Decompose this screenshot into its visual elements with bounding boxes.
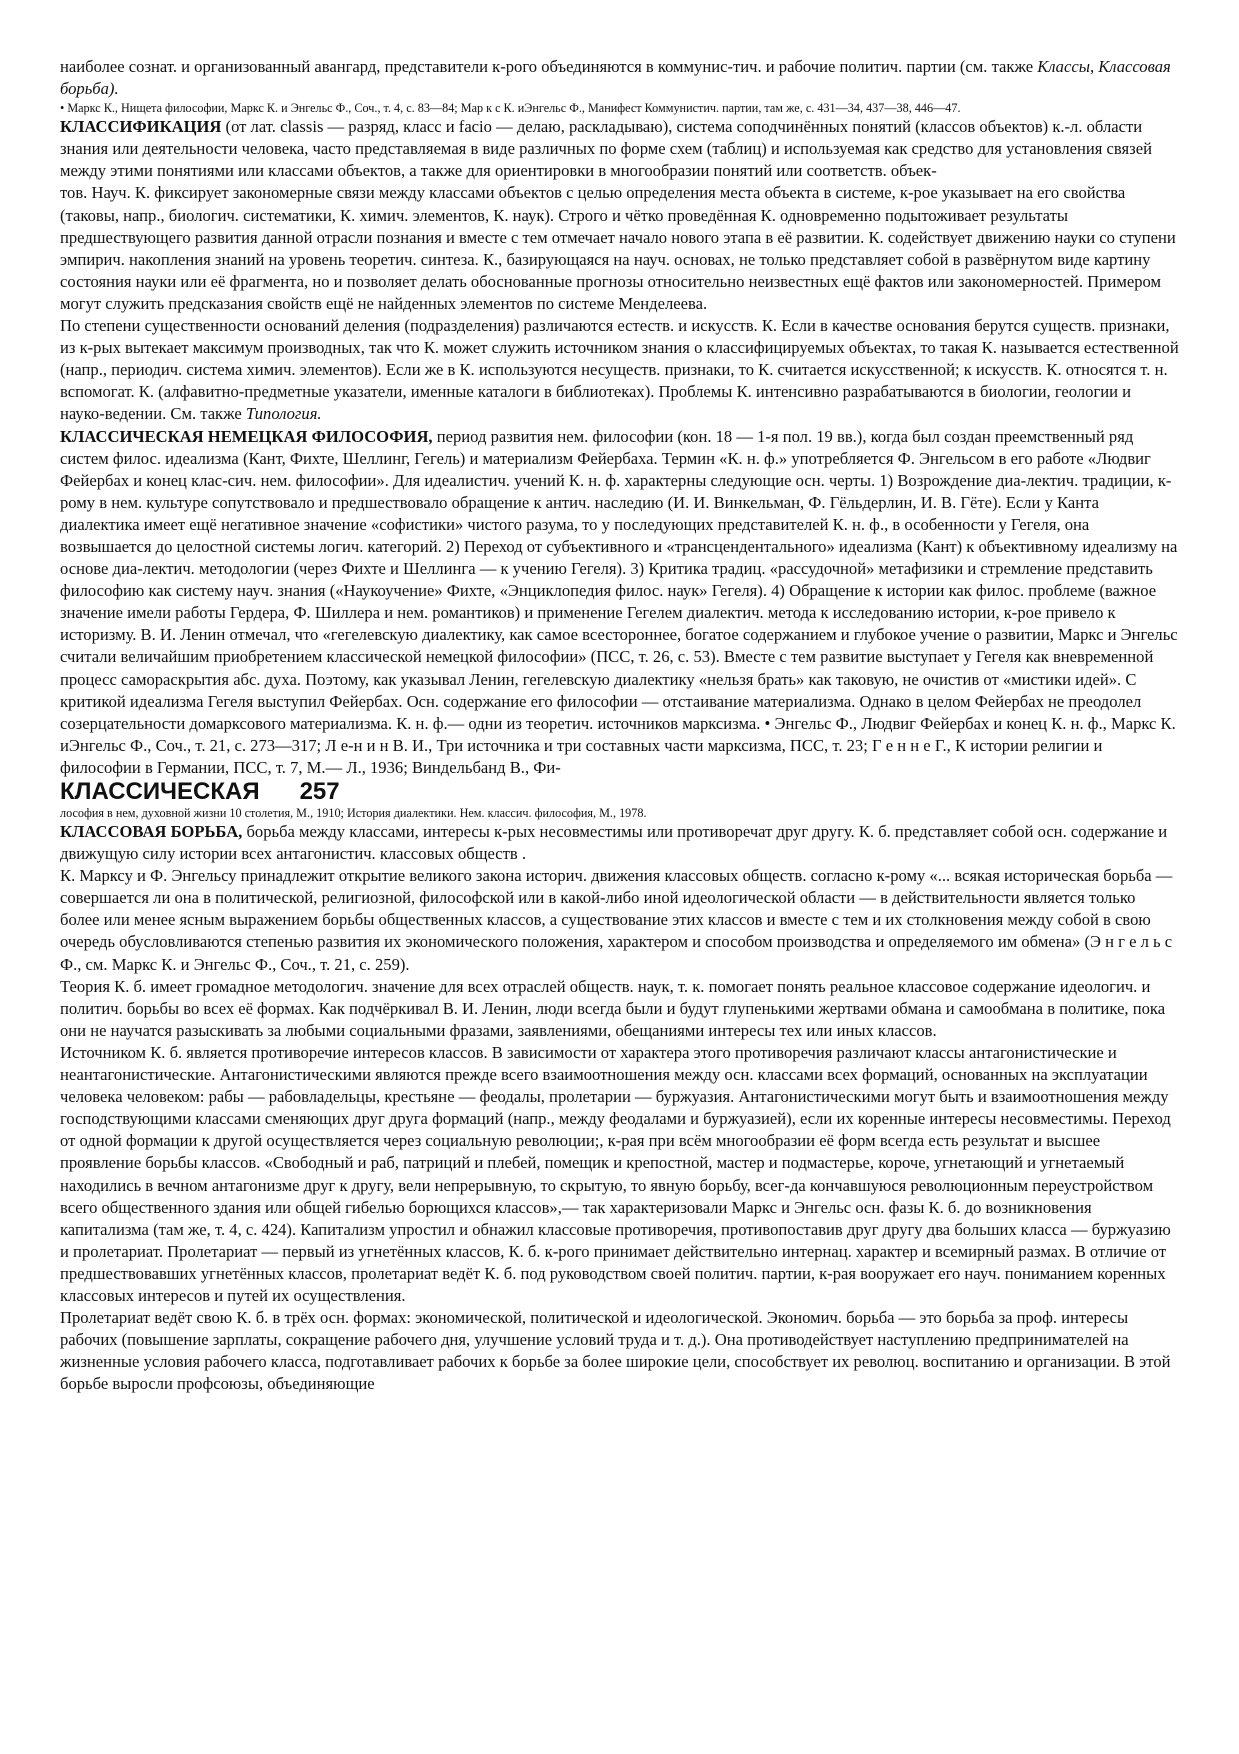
running-head [60,779,1179,805]
entry-text: период развития нем. философии (кон. 18 — 1-я пол. 19 вв.), когда был создан преемственный ряд систем филос. идеализма (Кант, Фихте, Шеллинг, Гегель) и материализм Фейербаха. Термин «К. н. ф.» употребляется Ф. Энгельсом в его работе «Людвиг Фейербах и конец клас-сич. нем. философии». Для идеалистич. учений К. н. ф. характерны следующие осн. черты. 1) Возрождение диа-лектич. традиции, к-рому в нем. культуре сопутствовало и предшествовало обращение к антич. наследию (И. И. Винкельман, Ф. Гёльдерлин, И. В. Гёте). Если у Канта диалектика имеет ещё негативное значение «софистики» чистого разума, то у последующих представителей К. н. ф., в особенности у Гегеля, она возвышается до целостной системы логич. категорий. 2) Переход от субъективного и «трансцендентального» идеализма (Кант) к объективному идеализму на основе диа-лектич. методологии (через Фихте и Шеллинга — к учению Гегеля). 3) Критика традиц. «рассудочной» метафизики и стремление представить философию как систему науч. знания («Наукоучение» Фихте, «Энциклопедия филос. наук» Гегеля). 4) Обращение к истории как филос. проблеме (важное значение имели работы Гердера, Ф. Шиллера и нем. романтиков) и применение Гегелем диалектич. метода к исследованию истории, к-рое привело к историзму. В. И. Ленин отмечал, что «гегелевскую диалектику, как самое всестороннее, богатое содержанием и глубокое учение о развитии, Маркс и Энгельс считали величайшим приобретением классической немецкой философии» (ПСС, т. 26, с. 53). Вместе с тем развитие выступает у Гегеля как вневременной процесс самораскрытия абс. духа. Поэтому, как указывал Ленин, гегелевскую диалектику «нельзя брать» как таковую, не очистив от «мистики идей». С критикой идеализма Гегеля выступил Фейербах. Осн. содержание его философии — отстаивание материализма. Однако в целом Фейербах не преодолел созерцательности домарксового материализма. К. н. ф.— одни из теоретич. источников марксизма. • Энгельс Ф., Людвиг Фейербах и конец К. н. ф., Маркс К. иЭнгельс Ф., Соч., т. 21, с. 273—317; Л е-н и н В. И., Три источника и три составных части марксизма, ПСС, т. 23; Г е н н е Г., К истории религии и философии в Германии, ПСС, т. 7, М.— Л., 1936; Виндельбанд В., Фи- [60,426,1178,777]
continuation-text: наиболее сознат. и организованный авангард, представители к-рого объединяются в коммунис-тич. и рабочие политич. партии (см. также [60,57,1038,76]
bibliography-note: • Маркс К., Нищета философии, Маркс К. и Энгельс Ф., Соч., т. 4, с. 83—84; Мар к с К. иЭнгельс Ф., Манифест Коммунистич. партии, там же, с. 431—34, 437—38, 446—47. [60,101,961,116]
entry-klassifikatsiya-paragraph [60,315,1179,425]
page-number: 257 [299,778,340,805]
see-also-link: Типология. [245,404,322,424]
entry-klassifikatsiya-continued: тов. Науч. К. фиксирует закономерные связи между классами объектов с целью определения места объекта в системе, к-рое указывает на его свойства (таковы, напр., биологич. систематики, К. химич. элементов, К. наук). Строго и чётко проведённая К. одновременно подытоживает результаты предшествующего развития данной отрасли познания и вместе с тем отмечает начало нового этапа в её развитии. К. содействует движению науки со ступени эмпирич. накопления знаний на уровень теоретич. синтеза. К., базирующаяся на науч. основах, не только представляет собой в развёрнутом виде картину состояния науки или её фрагмента, но и позволяет делать обоснованные прогнозы относительно неизвестных ещё фактов или закономерностей. Примером могут служить предсказания свойств ещё не найденных элементов по системе Менделеева. [60,183,1176,313]
paragraph: К. Марксу и Ф. Энгельсу принадлежит открытие великого закона историч. движения классовых обществ. согласно к-рому «... всякая историческая борьба — совершается ли она в политической, религиозной, философской или в какой-либо иной идеологической области — в действительности является только более или менее ясным выражением борьбы общественных классов, а существование этих классов и вместе с тем и их столкновения между собой в свою очередь обусловливаются степенью развития их экономического положения, характером и способом производства и определяемого им обмена» (Э н г е л ь с Ф., см. Маркс К. и Энгельс Ф., Соч., т. 21, с. 259). [60,866,1173,974]
entry-text: (от лат. classis — разряд, класс и facio — делаю, раскладываю), система соподчинённых понятий (классов объектов) к.-л. области знания или деятельности человека, часто представляемая в виде различных по форме схем (таблиц) и используемая как средство для установления связей между этими понятиями или классами объектов, а также для ориентировки в многообразии понятий или соответств. объек- [60,117,1152,181]
continuation-paragraph [60,56,1179,100]
paragraph: Источником К. б. является противоречие интересов классов. В зависимости от характера этого противоречия различают классы антагонистические и неантагонистические. Антагонистическими являются прежде всего взаимоотношения между осн. классами всех формаций, основанных на эксплуатации человека человеком: рабы — рабовладельцы, крестьяне — феодалы, пролетарии — буржуазия. Антагонистическими могут быть и взаимоотношения между господствующими классами сменяющих друг друга формаций (напр., между феодалами и буржуазией), если их коренные интересы несовместимы. Переход от одной формации к другой осуществляется через социальную революции;, к-рая при всём многообразии её форм всегда есть результат и высшее проявление борьбы классов. «Свободный и раб, патриций и плебей, помещик и крепостной, мастер и подмастерье, короче, угнетающий и угнетаемый находились в вечном антагонизме друг к другу, вели непрерывную, то скрытую, то явную борьбу, всег-да кончавшуюся революционным переустройством всего общественного здания или общей гибелью борющихся классов»,— так характеризовали Маркс и Энгельс осн. фазы К. б. до возникновения капитализма (там же, т. 4, с. 424). Капитализм упростил и обнажил классовые противоречия, противопоставив друг другу два больших класса — буржуазию и пролетариат. Пролетариат — первый из угнетённых классов, К. б. к-рого принимает действительно интернац. характер и всемирный размах. В отличие от предшествовавших угнетённых классов, пролетариат ведёт К. б. под руководством своей политич. партии, к-рая вооружает его науч. пониманием коренных классовых интересов и путей их осуществления. [60,1042,1171,1305]
headword: КЛАССОВАЯ БОРЬБА, [60,822,243,841]
paragraph: Пролетариат ведёт свою К. б. в трёх осн. формах: экономической, политической и идеологической. Экономич. борьба — это борьба за проф. интересы рабочих (повышение зарплаты, сокращение рабочего дня, улучшение условий труда и т. д.). Она противодействует наступлению предпринимателей на жизненные условия рабочего класса, подготавливает рабочих к борьбе за более широкие цели, способствует их революц. воспитанию и организации. В этой борьбе выросли профсоюзы, объединяющие [60,1308,1171,1394]
entry-text: борьба между классами, интересы к-рых несовместимы или противоречат друг другу. К. б. представляет собой осн. содержание и движущую силу истории всех антагонистич. классовых обществ . [60,822,1168,864]
headword: КЛАССИФИКАЦИЯ [60,117,222,137]
entry-klassicheskaya-nemetskaya-filosofiya [60,426,1179,780]
entry-klassovaya-borba [60,821,1179,865]
bibliography-note: лософия в нем, духовной жизни 10 столетия, М., 1910; История диалектики. Нем. классич. философия, М., 1978. [60,806,647,820]
headword: КЛАССИЧЕСКАЯ НЕМЕЦКАЯ ФИЛОСОФИЯ, [60,426,433,446]
see-also-link: Классы, Классовая борьба). [60,57,1171,99]
paragraph: Теория К. б. имеет громадное методологич. значение для всех отраслей обществ. наук, т. к. помогает понять реальное классовое содержание идеологич. и политич. борьбы во всех её формах. Как подчёркивал В. И. Ленин, люди всегда были и будут глупенькими жертвами обмана и самообмана в политике, пока они не научатся разыскивать за любыми социальными фразами, заявлениями, обещаниями интересы тех или иных классов. [60,976,1166,1040]
entry-text: По степени существенности оснований деления (подразделения) различаются естеств. и искусств. К. Если в качестве основания берутся существ. признаки, из к-рых вытекает максимум производных, так что К. может служить источником знания о классифицируемых объектах, то такая К. называется естественной (напр., периодич. система химич. элементов). Если же в К. используются несуществ. признаки, то К. считается искусственной; к искусств. К. относятся т. н. вспомогат. К. (алфавитно-предметные указатели, именные каталоги в библиотеках). Проблемы К. интенсивно разрабатываются в биологии, геологии и науко-ведении. См. также [60,316,1179,424]
entry-klassifikatsiya [60,116,1179,182]
running-head-word: КЛАССИЧЕСКАЯ [60,778,260,805]
